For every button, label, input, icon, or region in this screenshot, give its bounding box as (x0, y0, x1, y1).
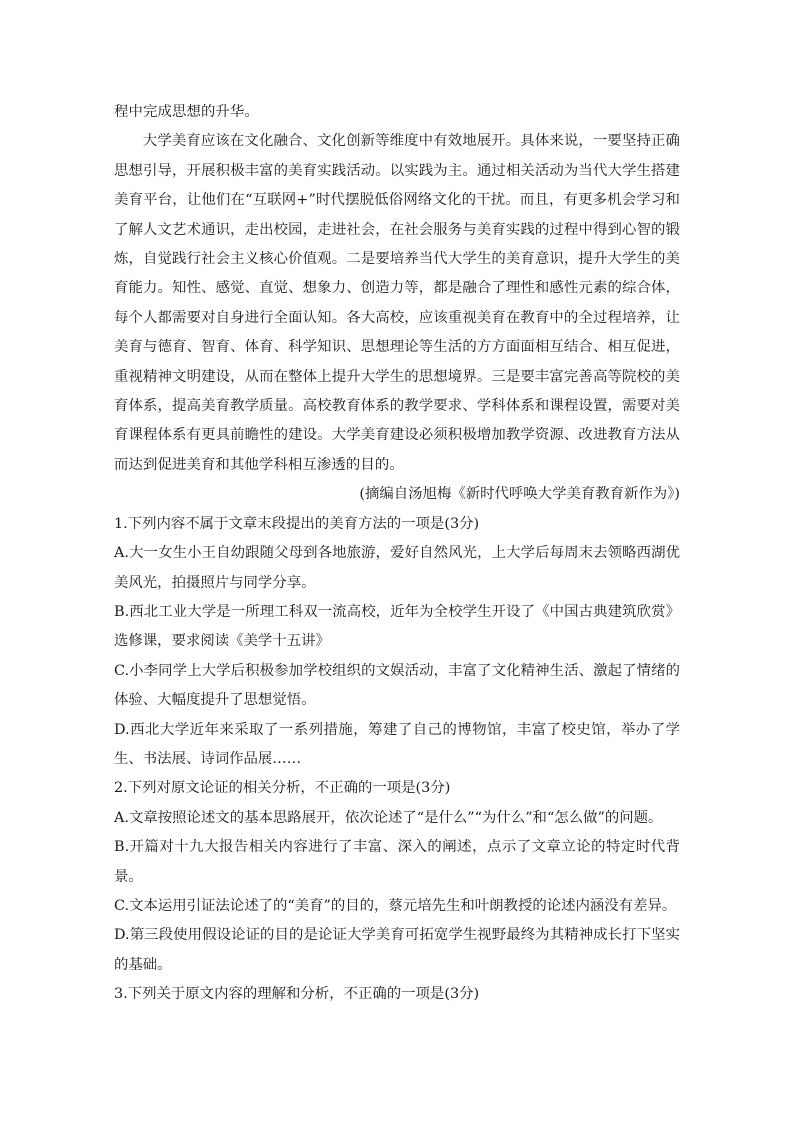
option-b: B.西北工业大学是一所理工科双一流高校，近年为全校学生开设了《中国古典建筑欣赏》选修课，要求阅读《美学十五讲》 (114, 603, 680, 650)
question-stem: 3.下列关于原文内容的理解和分析，不正确的一项是(3分) (114, 986, 480, 1003)
question-3 (114, 980, 680, 1009)
document-page (114, 98, 680, 1010)
passage-source: (摘编自汤旭梅《新时代呼唤大学美育教育新作为》) (359, 486, 680, 503)
option-d: D.西北大学近年来采取了一系列措施，筹建了自己的博物馆，丰富了校史馆，举办了学生、书法展、诗词作品展…… (114, 721, 680, 767)
question-stem: 1.下列内容不属于文章末段提出的美育方法的一项是(3分) (114, 515, 480, 532)
passage-paragraph: 大学美育应该在文化融合、文化创新等维度中有效地展开。具体来说，一要坚持正确思想引导，开展积极丰富的美育实践活动。以实践为主。通过相关活动为当代大学生搭建美育平台，让他们在“互联网+”时代摆脱低俗网络文化的干扰。而且，有更多机会学习和了解人文艺术通识，走出校园，走进社会，在社会服务与美育实践的过程中得到心智的锻炼，自觉践行社会主义核心价值观。二是要培养当代大学生的美育意识，提升大学生的美育能力。知性、感觉、直觉、想象力、创造力等，都是融合了理性和感性元素的综合体，每个人都需要对自身进行全面认知。各大高校，应该重视美育在教育中的全过程培养，让美育与德育、智育、体育、科学知识、思想理论等生活的方方面面相互结合、相互促进，重视精神文明建设，从而在整体上提升大学生的思想境界。三是要丰富完善高等院校的美育体系，提高美育教学质量。高校教育体系的教学要求、学科体系和课程设置，需要对美育课程体系有更具前瞻性的建设。大学美育建设必须积极增加教学资源、改进教育方法从而达到促进美育和其他学科相互渗透的目的。 (114, 133, 680, 473)
option-a: A.大一女生小王自幼跟随父母到各地旅游，爱好自然风光，上大学后每周末去领略西湖优美风光，拍摄照片与同学分享。 (114, 545, 680, 591)
question-1 (114, 510, 680, 775)
option-c: C.小李同学上大学后积极参加学校组织的文娱活动，丰富了文化精神生活、激起了情绪的体验、大幅度提升了思想觉悟。 (114, 662, 680, 709)
option-d: D.第三段使用假设论证的目的是论证大学美育可拓宽学生视野最终为其精神成长打下坚实的基础。 (114, 927, 680, 973)
option-c: C.文本运用引证法论述了的“美育”的目的，蔡元培先生和叶朗教授的论述内涵没有差异。 (114, 897, 677, 914)
option-a: A.文章按照论述文的基本思路展开，依次论述了“是什么”“为什么”和“怎么做”的问题。 (114, 809, 663, 826)
passage-continuation: 程中完成思想的升华。 (114, 104, 259, 120)
question-stem: 2.下列对原文论证的相关分析，不正确的一项是(3分) (114, 780, 451, 797)
option-b: B.开篇对十九大报告相关内容进行了丰富、深入的阐述，点示了文章立论的特定时代背景。 (114, 839, 680, 885)
question-2 (114, 774, 680, 980)
